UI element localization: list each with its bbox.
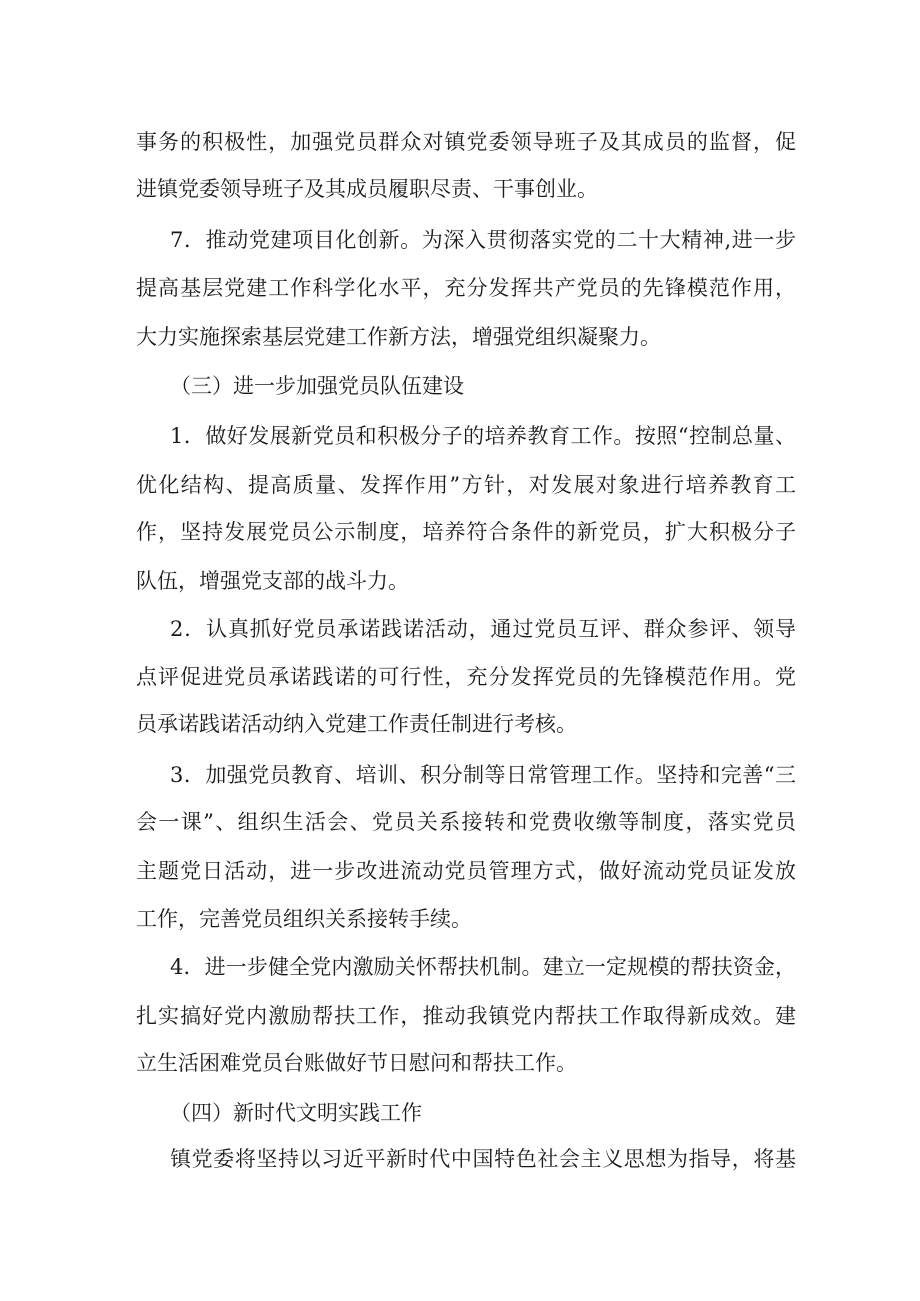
paragraph-line: 事务的积极性，加强党员群众对镇党委领导班子及其成员的监督，促 (136, 130, 796, 154)
paragraph-line: 立生活困难党员台账做好节日慰问和帮扶工作。 (136, 1051, 577, 1075)
paragraph-line: 大力实施探索基层党建工作新方法，增强党组织凝聚力。 (136, 325, 661, 349)
paragraph-line: 主题党日活动，进一步改进流动党员管理方式，做好流动党员证发放 (136, 859, 796, 883)
section-heading: （三）进一步加强党员队伍建设 (170, 374, 464, 398)
paragraph-line: 提高基层党建工作科学化水平，充分发挥共产党员的先锋模范作用， (136, 276, 796, 300)
paragraph-line: 7．推动党建项目化创新。为深入贯彻落实党的二十大精神,进一步 (170, 228, 796, 252)
paragraph-line: 进镇党委领导班子及其成员履职尽责、干事创业。 (136, 177, 598, 201)
paragraph-line: 4．进一步健全党内激励关怀帮扶机制。建立一定规模的帮扶资金， (170, 955, 796, 979)
paragraph-line: 工作，完善党员组织关系接转手续。 (136, 907, 472, 931)
paragraph-line: 2．认真抓好党员承诺践诺活动，通过党员互评、群众参评、领导 (170, 617, 796, 641)
paragraph-line: 点评促进党员承诺践诺的可行性，充分发挥党员的先锋模范作用。党 (136, 665, 796, 689)
paragraph-line: 会一课”、组织生活会、党员关系接转和党费收缴等制度，落实党员 (136, 810, 796, 834)
paragraph-line: 扎实搞好党内激励帮扶工作，推动我镇党内帮扶工作取得新成效。建 (136, 1004, 796, 1028)
paragraph-line: 3．加强党员教育、培训、积分制等日常管理工作。坚持和完善“三 (170, 763, 796, 787)
paragraph-line: 员承诺践诺活动纳入党建工作责任制进行考核。 (136, 712, 577, 736)
section-heading: （四）新时代文明实践工作 (170, 1101, 422, 1125)
paragraph-line: 作，坚持发展党员公示制度，培养符合条件的新党员，扩大积极分子 (136, 520, 796, 544)
paragraph-line: 队伍，增强党支部的战斗力。 (136, 569, 409, 593)
paragraph-line: 优化结构、提高质量、发挥作用”方针，对发展对象进行培养教育工 (136, 473, 796, 497)
paragraph-line: 镇党委将坚持以习近平新时代中国特色社会主义思想为指导，将基 (170, 1147, 796, 1171)
paragraph-line: 1．做好发展新党员和积极分子的培养教育工作。按照“控制总量、 (170, 424, 796, 448)
